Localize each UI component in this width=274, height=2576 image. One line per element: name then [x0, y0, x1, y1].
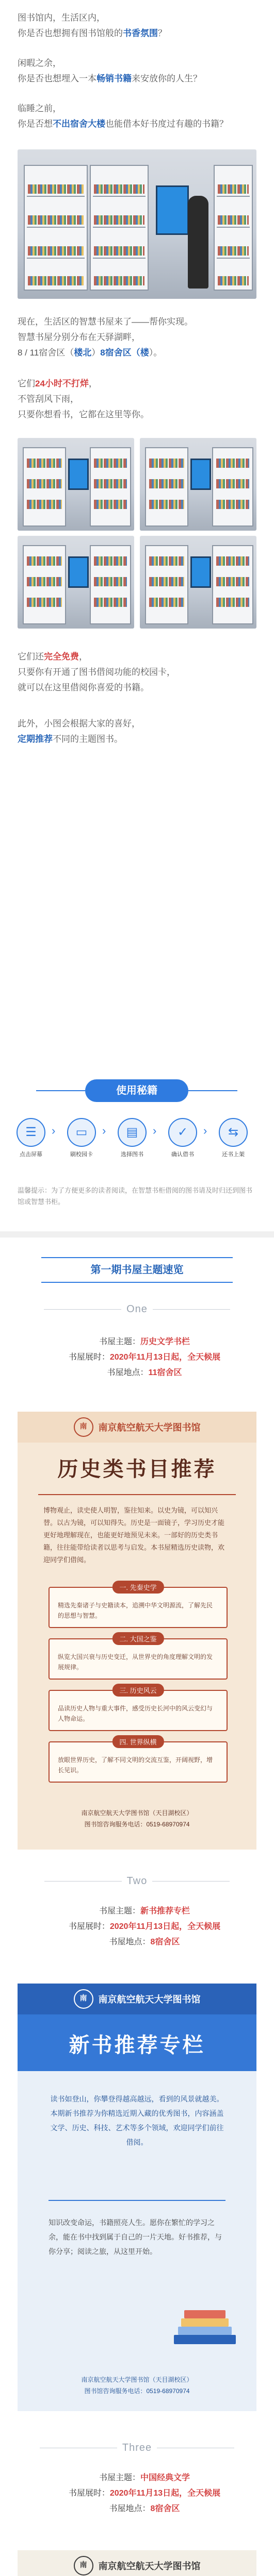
intro-line: 闲暇之余，	[18, 58, 61, 68]
poster-footer-1: 南京航空航天大学图书馆（天目湖校区）	[81, 1809, 193, 1817]
theme-label: 书屋主题：	[99, 1337, 140, 1346]
card-text: 品读历史人物与重大事件，感受历史长河中的风云变幻与人物命运。	[58, 1705, 213, 1722]
poster-footer-2: 图书馆咨询服务电话：0519-68970974	[84, 1821, 190, 1828]
poster-card	[49, 1635, 228, 1680]
intro-text: 你是否也想拥有图书馆般的	[18, 28, 123, 38]
poster-card	[49, 1738, 228, 1783]
library-seal-icon: 南	[74, 2556, 93, 2575]
intro-line: 此外，小图会根据大家的喜好，	[18, 719, 140, 728]
intro-paragraph-1	[18, 10, 255, 41]
highlight-text: 完全免费	[44, 652, 79, 662]
place-value: 8宿舍区	[150, 2504, 180, 2513]
howto-step-label: 点击屏幕	[20, 1151, 42, 1158]
card-text: 纵览大国兴衰与历史变迁，从世界史的角度理解文明的发展规律。	[58, 1653, 213, 1671]
theme-value: 历史文学书栏	[140, 1337, 190, 1346]
highlight-text: 8宿舍区（楼	[100, 348, 149, 358]
theme-label: 书屋主题：	[99, 2473, 140, 2482]
intro-line	[18, 116, 255, 132]
poster-intro: 博物观止，读史使人明智，鉴往知来。以史为镜，可以知兴替。以古为镜，可以知得失。历史是一面镜子，学习历史才能更好地理解现在，也能更好地预见未来。一部好的历史类书籍，往往能带给读者以思考与启发。本书屋精选历史读物，欢迎同学们借阅。	[43, 1506, 225, 1564]
confirm-icon: ✓	[168, 1118, 197, 1147]
howto-step-label: 确认借书	[171, 1151, 194, 1158]
intro-line: 就可以在这里借阅你喜爱的书籍。	[18, 683, 149, 692]
poster-header-text: 南京航空航天大学图书馆	[98, 1994, 201, 2005]
intro-line	[18, 71, 255, 87]
intro-line	[18, 345, 255, 361]
item-info	[36, 2470, 253, 2517]
card-text: 精选先秦诸子与史籍读本，追溯中华文明源流，了解先民的思想与智慧。	[58, 1602, 213, 1619]
library-seal-icon: 南	[74, 1989, 93, 2009]
howto-step-label: 刷校园卡	[70, 1151, 93, 1158]
poster-title: 新书推荐专栏	[69, 2034, 205, 2057]
howto-step-label: 选择图书	[121, 1151, 143, 1158]
intro-text: 也能借本好书度过有趣的书籍？	[105, 119, 228, 129]
return-book-icon: ⇆	[219, 1118, 248, 1147]
intro-paragraph-7	[18, 716, 255, 747]
highlight-text: 不出宿舍大楼	[53, 119, 105, 129]
poster-footer-1: 南京航空航天大学图书馆（天目湖校区）	[81, 2376, 193, 2383]
intro-text: ）	[91, 348, 101, 358]
poster-intro: 读书如登山，你攀登得越高越远，看到的风景就越美。本期新书推荐为你精选近期入藏的优秀图书，内容涵盖文学、历史、科技、艺术等多个领域，欢迎同学们前往借阅。	[50, 2095, 224, 2146]
poster-header-text: 南京航空航天大学图书馆	[98, 2561, 201, 2572]
intro-line	[18, 26, 255, 41]
poster-header-text: 南京航空航天大学图书馆	[98, 1422, 201, 1433]
place-value: 8宿舍区	[150, 1938, 180, 1946]
intro-line: 不管刮风下雨，	[18, 394, 79, 404]
poster-title: 历史类书目推荐	[57, 1457, 217, 1481]
arrow-right-icon: ›	[52, 1124, 56, 1137]
time-value: 2020年11月13日起，全天候展	[109, 2489, 221, 2498]
highlight-text: 定期推荐	[18, 734, 53, 744]
place-label: 书屋地点：	[109, 2504, 151, 2513]
intro-text: 它们	[18, 379, 35, 388]
period-title: 第一期书屋主题速览	[41, 1257, 233, 1283]
time-row	[36, 1919, 253, 1935]
intro-text: ）。	[149, 348, 163, 358]
time-label: 书屋展时：	[68, 1353, 110, 1362]
intro-line: 现在，生活区的智慧书屋来了——帮你实现。	[18, 317, 193, 327]
place-label: 书屋地点：	[107, 1368, 149, 1377]
item-number: One	[126, 1303, 148, 1315]
place-value: 11宿舍区	[148, 1368, 182, 1377]
highlight-text: 楼北	[74, 348, 92, 358]
highlight-text: 畅销书籍	[96, 74, 132, 83]
card-caption: 三. 历史风云	[112, 1684, 164, 1697]
item-number-tag	[0, 1875, 274, 1887]
item-number-tag	[0, 2442, 274, 2454]
intro-line: 只要你想看书，它都在这里等你。	[18, 410, 149, 419]
smart-bookstore-photo-5	[140, 536, 256, 629]
howto-step	[163, 1118, 202, 1158]
howto-step	[112, 1118, 152, 1158]
card-caption: 一. 先秦史学	[112, 1581, 164, 1594]
library-seal-icon: 南	[74, 1417, 93, 1437]
poster-body: 知识改变命运，书籍照亮人生。愿你在繁忙的学习之余，能在书中找到属于自己的一片天地。好书推荐，与你分享；阅读之旅，从这里开始。	[49, 2218, 222, 2256]
arrow-right-icon: ›	[153, 1124, 157, 1137]
smart-bookstore-photo-2	[18, 438, 134, 531]
intro-line: 临睡之前，	[18, 104, 61, 113]
card-caption: 四. 世界纵横	[112, 1735, 164, 1748]
smart-bookstore-photo-4	[18, 536, 134, 629]
place-label: 书屋地点：	[109, 1938, 151, 1946]
poster-footer-2: 图书馆咨询服务电话：0519-68970974	[84, 2387, 190, 2395]
banner-line-left	[36, 1090, 85, 1091]
intro-paragraph-6	[18, 649, 255, 696]
intro-line	[18, 376, 255, 392]
card-caption: 二. 大国之鉴	[112, 1632, 164, 1645]
intro-paragraph-5	[18, 376, 255, 422]
intro-text: 你是否也想埋入一本	[18, 74, 96, 83]
intro-text: 8 / 11宿舍区（	[18, 348, 74, 358]
section-divider	[0, 1231, 274, 1238]
howto-step	[11, 1118, 51, 1158]
poster-rule	[49, 2200, 225, 2201]
theme-value: 中国经典文学	[140, 2473, 190, 2482]
theme-value: 新书推荐专栏	[140, 1907, 190, 1916]
time-row	[36, 1350, 253, 1365]
intro-text: ，	[79, 652, 88, 662]
tap-screen-icon: ☰	[17, 1118, 45, 1147]
time-value: 2020年11月13日起，全天候展	[109, 1922, 221, 1931]
item-info	[36, 1904, 253, 1950]
item-number: Three	[122, 2442, 152, 2453]
intro-text: 你是否想	[18, 119, 53, 129]
banner-line-right	[188, 1090, 237, 1091]
poster-rule	[38, 1494, 236, 1495]
poster-header	[18, 2550, 256, 2576]
intro-line	[18, 649, 255, 665]
intro-text: 不同的主题图书。	[53, 734, 123, 744]
time-value: 2020年11月13日起，全天候展	[109, 1353, 221, 1362]
intro-paragraph-3	[18, 101, 255, 132]
smart-bookstore-photo-3	[140, 438, 256, 531]
intro-text: ，	[88, 379, 98, 388]
highlight-text: 书香氛围	[123, 28, 158, 38]
time-label: 书屋展时：	[68, 2489, 110, 2498]
theme-row	[36, 2470, 253, 2486]
theme-row	[36, 1334, 253, 1350]
highlight-text: 24小时不打烊	[35, 379, 89, 388]
chinese-classics-poster	[18, 2550, 256, 2576]
howto-banner: 使用秘籍	[85, 1079, 188, 1102]
item-number: Two	[126, 1875, 148, 1887]
intro-text: 来安放你的人生？	[132, 74, 202, 83]
new-books-poster	[18, 1984, 256, 2411]
arrow-right-icon: ›	[203, 1124, 207, 1137]
intro-line: 只要你有开通了图书借阅功能的校园卡，	[18, 667, 175, 677]
book-select-icon: ▤	[118, 1118, 147, 1147]
arrow-right-icon: ›	[102, 1124, 106, 1137]
book-stack-icon	[174, 2303, 236, 2344]
theme-label: 书屋主题：	[99, 1907, 140, 1916]
place-row	[36, 2501, 253, 2517]
intro-paragraph-4	[18, 314, 255, 361]
howto-step-label: 还书上架	[222, 1151, 245, 1158]
poster-card	[49, 1687, 228, 1731]
card-icon: ▭	[67, 1118, 96, 1147]
item-number-tag	[0, 1303, 274, 1315]
item-info	[36, 1334, 253, 1381]
intro-line: 图书馆内，生活区内，	[18, 13, 105, 23]
place-row	[36, 1365, 253, 1381]
card-text: 放眼世界历史，了解不同文明的交流互鉴，开阔视野，增长见识。	[58, 1756, 213, 1774]
howto-note: 温馨提示：为了方便更多的读者阅读，在智慧书柜借阅的图书请及时归还到图书馆或智慧书柜。	[18, 1187, 253, 1206]
howto-step	[62, 1118, 101, 1158]
place-row	[36, 1935, 253, 1950]
intro-paragraph-2	[18, 56, 255, 87]
intro-text: ？	[158, 28, 167, 38]
intro-line	[18, 732, 255, 747]
poster-header	[18, 1412, 256, 1443]
theme-row	[36, 1904, 253, 1919]
smart-bookstore-photo-1	[18, 149, 256, 299]
intro-text: 它们还	[18, 652, 44, 662]
howto-step	[214, 1118, 253, 1158]
time-label: 书屋展时：	[68, 1922, 110, 1931]
poster-card	[49, 1584, 228, 1628]
poster-header	[18, 1984, 256, 2014]
time-row	[36, 2486, 253, 2501]
history-poster	[18, 1412, 256, 1850]
intro-line: 智慧书屋分别分布在天驿湖畔，	[18, 332, 140, 342]
